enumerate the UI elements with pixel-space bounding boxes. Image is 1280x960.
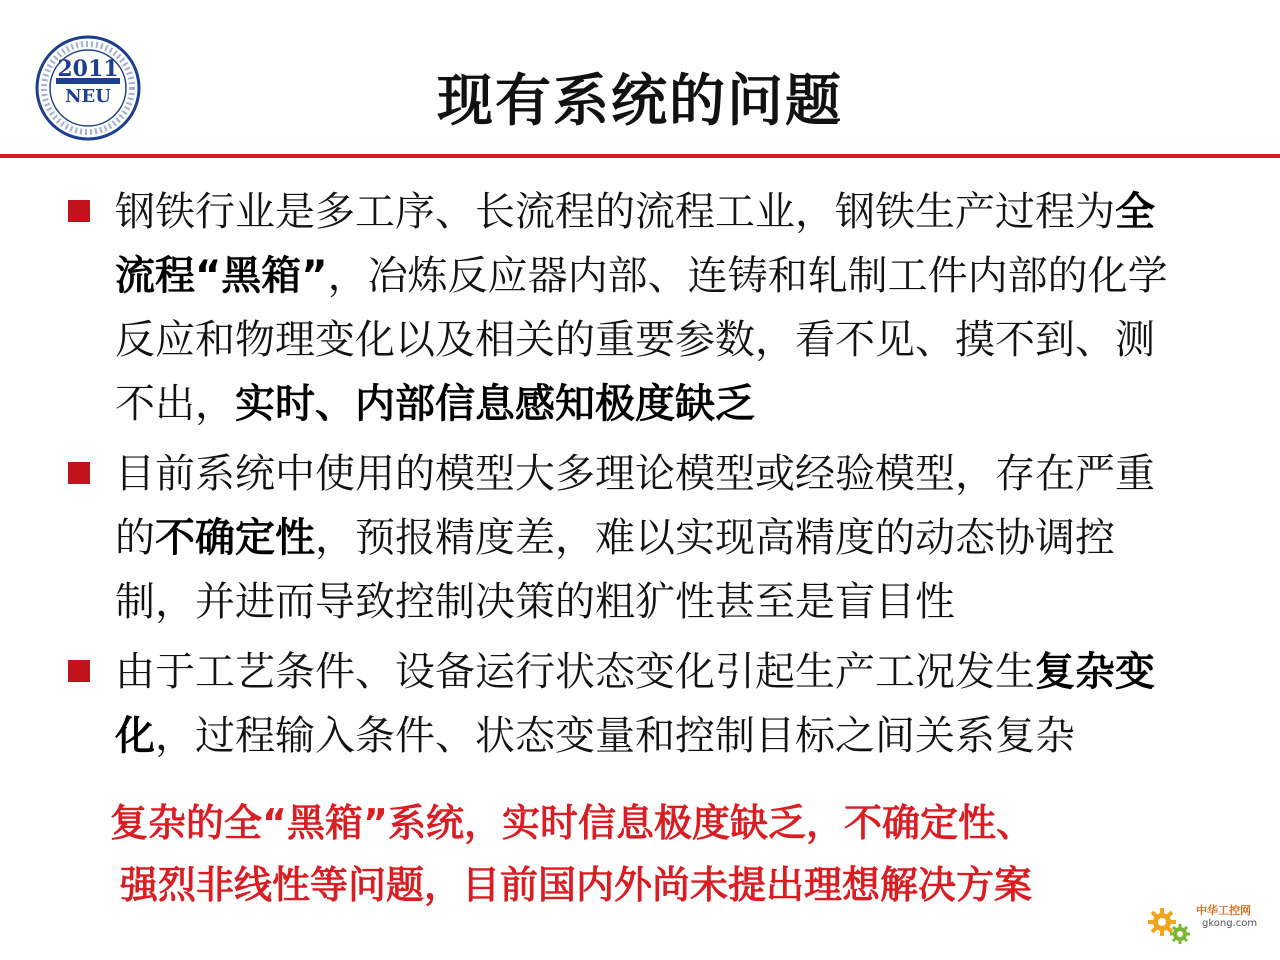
bullet-text-part: ，冶炼反应器内部、连铸和轧制工件内部的化学反应和物理变化以及相关的重要参数，看不见、摸不到、测不出， [115, 253, 1168, 427]
bullet-text-part: 由于工艺条件、设备运行状态变化引起生产工况发生 [115, 649, 1035, 695]
watermark-site-cn: 中华工控网 [1196, 904, 1251, 917]
bullet-text [115, 640, 1183, 768]
bullet-text [115, 180, 1183, 436]
bullet-square-icon [68, 462, 90, 484]
bullet-square-icon [68, 200, 90, 222]
bullet-item [68, 442, 1208, 634]
bullet-text-part: ，预报精度差，难以实现高精度的动态协调控制，并进而导致控制决策的粗犷性甚至是盲目性 [115, 515, 1115, 625]
bullet-text [115, 442, 1183, 634]
slide-title: 现有系统的问题 [437, 69, 843, 134]
bullet-item [68, 180, 1208, 436]
bullet-item [68, 640, 1208, 768]
bullet-text-part: ，过程输入条件、状态变量和控制目标之间关系复杂 [155, 713, 1075, 759]
title-divider [0, 154, 1280, 158]
bullet-text-bold: 复杂变化 [115, 649, 1155, 759]
bullet-text-bold: 实时、内部信息感知极度缺乏 [235, 381, 755, 427]
bullet-text-bold: 不确定性 [155, 515, 315, 561]
bullet-square-icon [68, 660, 90, 682]
gear-icon [1142, 896, 1198, 952]
bullet-text-bold: 全流程“黑箱” [115, 189, 1155, 299]
conclusion-line-2: 强烈非线性等问题，目前国内外尚未提出理想解决方案 [120, 863, 1033, 907]
conclusion-line-1: 复杂的全“黑箱”系统，实时信息极度缺乏，不确定性、 [110, 801, 1034, 845]
watermark-site-en: gkong.com [1202, 918, 1258, 929]
conclusion-text [110, 792, 1200, 916]
bullet-text-part: 目前系统中使用的模型大多理论模型或经验模型，存在严重的 [115, 451, 1155, 561]
bullet-list [68, 180, 1208, 774]
logo-abbr: NEU [65, 86, 111, 107]
logo-year: 2011 [57, 56, 119, 82]
bullet-text-part: 钢铁行业是多工序、长流程的流程工业，钢铁生产过程为 [115, 189, 1115, 235]
site-watermark [1142, 896, 1278, 952]
